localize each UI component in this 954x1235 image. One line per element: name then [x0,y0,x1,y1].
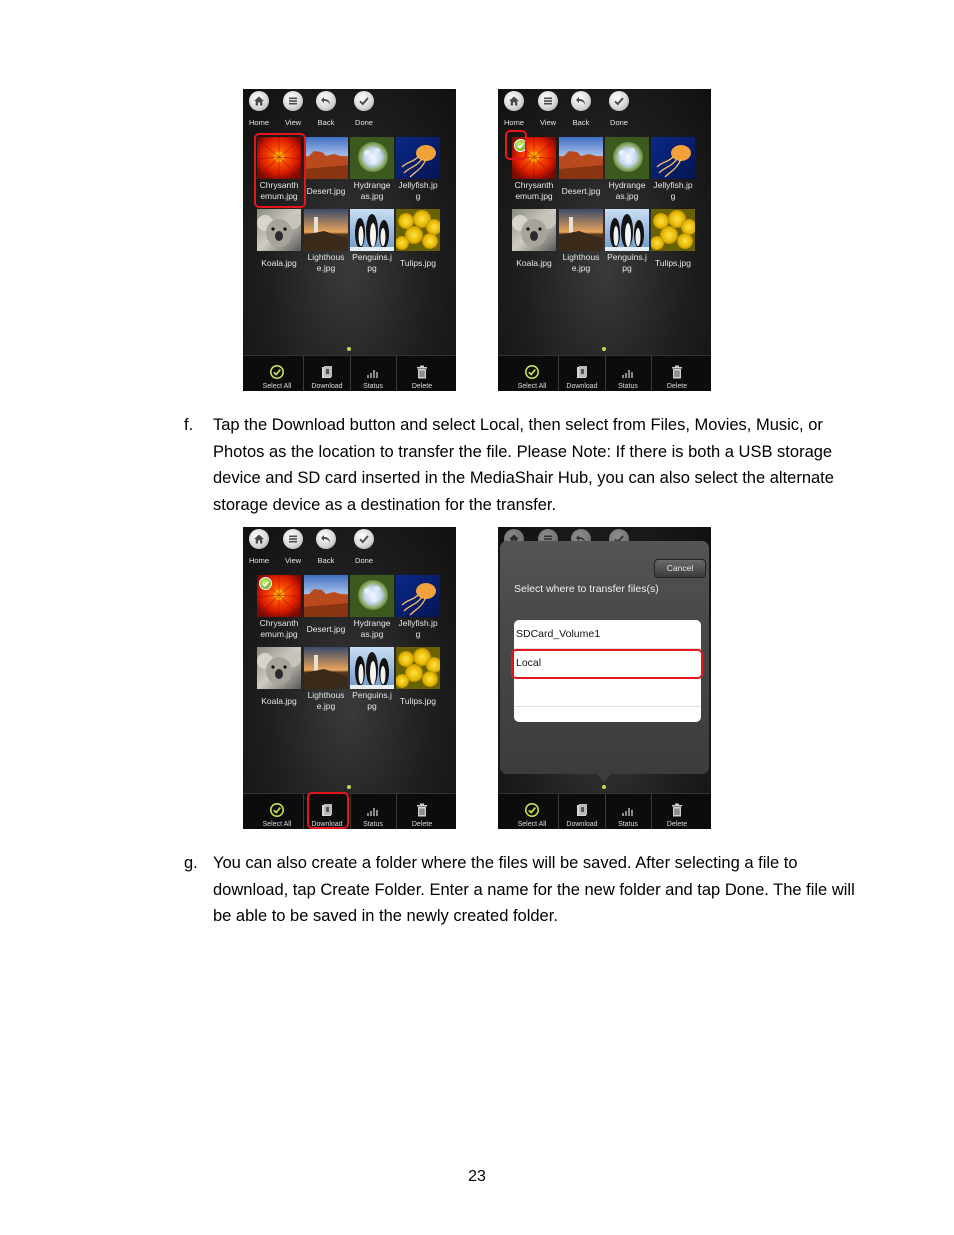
step-f-text: Tap the Download button and select Local, then select from Files, Movies, Music, or Photos as the location to transfer the file. Please Note: If there is both a USB storage device and SD card inserted in the MediaShair Hub, you can also select the alternate storage device as a destination for the transfer. [213,416,834,514]
status-icon [620,364,636,380]
file-item[interactable]: Tulips.jpg [395,647,441,713]
file-item[interactable]: Jellyfish.jp g [395,575,441,641]
bottom-bar [498,355,711,391]
highlight-box [505,130,527,160]
highlight-box [511,649,703,679]
file-thumbnail [304,575,348,617]
list-view-icon [287,533,299,545]
file-item[interactable]: Jellyfish.jp g [395,137,441,203]
status-icon [620,802,636,818]
page-indicator-dot [347,347,351,351]
back-button[interactable]: Back [311,529,341,565]
file-item[interactable]: Chrysanth emum.jpg [511,137,557,203]
checkmark-icon [358,533,370,545]
select-all-icon [524,364,540,380]
select-all-button[interactable]: Select All [508,794,556,829]
file-item[interactable]: Lighthous e.jpg [558,209,604,275]
view-button[interactable]: View [278,91,308,127]
file-thumbnail [396,209,440,251]
app-toolbar [498,89,711,137]
home-icon [253,95,265,107]
app-toolbar [243,527,456,575]
done-button[interactable]: Done [604,91,634,127]
view-button[interactable]: View [278,529,308,565]
file-item[interactable]: Koala.jpg [256,647,302,713]
separator [303,794,304,829]
separator [651,794,652,829]
file-thumbnail [304,209,348,251]
file-item[interactable]: Tulips.jpg [395,209,441,275]
file-item[interactable]: Penguins.j pg [349,209,395,275]
file-item[interactable]: Lighthous e.jpg [303,209,349,275]
checkmark-icon [613,95,625,107]
back-arrow-icon [320,533,332,545]
back-button[interactable]: Back [566,91,596,127]
status-button[interactable]: Status [351,794,395,829]
bottom-bar [243,355,456,391]
file-thumbnail [304,647,348,689]
download-button[interactable]: Download [560,356,604,391]
done-button[interactable]: Done [349,529,379,565]
download-icon [319,364,335,380]
home-button[interactable]: Home [244,91,274,127]
file-item[interactable]: Desert.jpg [558,137,604,203]
step-g-text: You can also create a folder where the files will be saved. After selecting a file to download, tap Create Folder. Enter a name for the new folder and tap Done. The file will be able to be saved in the newly created folder. [213,854,855,925]
empty-option [514,707,701,722]
file-item[interactable]: Chrysanth emum.jpg [256,137,302,203]
screenshot-2 [498,89,711,391]
file-thumbnail [559,209,603,251]
home-button[interactable]: Home [499,91,529,127]
select-all-button[interactable]: Select All [508,356,556,391]
done-button[interactable]: Done [349,91,379,127]
file-item[interactable]: Hydrange as.jpg [604,137,650,203]
home-icon [253,533,265,545]
dialog-title: Select where to transfer files(s) [514,583,659,595]
separator [651,356,652,391]
separator [396,794,397,829]
file-thumbnail [350,575,394,617]
delete-button[interactable]: Delete [655,356,699,391]
back-arrow-icon [320,95,332,107]
select-all-icon [269,802,285,818]
file-thumbnail [396,575,440,617]
file-thumbnail [512,209,556,251]
page-number: 23 [468,1168,486,1185]
file-thumbnail [350,137,394,179]
back-arrow-icon [575,95,587,107]
screenshot-4 [498,527,711,829]
file-thumbnail [350,647,394,689]
separator [558,794,559,829]
status-button[interactable]: Status [606,356,650,391]
status-button[interactable]: Status [351,356,395,391]
bottom-bar [243,793,456,829]
delete-button[interactable]: Delete [400,794,444,829]
file-thumbnail [257,647,301,689]
trash-icon [669,364,685,380]
separator [396,356,397,391]
download-icon [574,364,590,380]
status-button[interactable]: Status [606,794,650,829]
step-g-marker: g. [184,854,198,872]
status-icon [365,364,381,380]
file-item[interactable]: Desert.jpg [303,137,349,203]
file-thumbnail [396,137,440,179]
destination-option[interactable]: Local [514,649,701,678]
select-all-icon [269,364,285,380]
file-thumbnail [350,209,394,251]
file-thumbnail [396,647,440,689]
file-thumbnail [257,209,301,251]
separator [558,356,559,391]
step-f-marker: f. [184,416,194,434]
transfer-destination-dialog [500,541,709,774]
view-button[interactable]: View [533,91,563,127]
file-item[interactable]: Koala.jpg [511,209,557,275]
cancel-button[interactable]: Cancel [654,559,706,578]
status-icon [365,802,381,818]
file-item[interactable]: Penguins.j pg [604,209,650,275]
screenshot-1 [243,89,456,391]
file-thumbnail [651,209,695,251]
download-button[interactable]: Download [560,794,604,829]
delete-button[interactable]: Delete [400,356,444,391]
destination-option[interactable]: SDCard_Volume1 [514,620,701,649]
page-indicator-dot [602,785,606,789]
file-item[interactable]: Hydrange as.jpg [349,137,395,203]
page-indicator-dot [347,785,351,789]
selected-check-icon [259,577,272,590]
download-button[interactable]: Download [305,356,349,391]
checkmark-icon [358,95,370,107]
file-item[interactable]: Lighthous e.jpg [303,647,349,713]
file-item[interactable]: Jellyfish.jp g [650,137,696,203]
file-thumbnail [304,137,348,179]
download-button[interactable]: Download [305,794,349,829]
file-thumbnail [559,137,603,179]
empty-option [514,678,701,707]
file-item[interactable]: Desert.jpg [303,575,349,641]
trash-icon [414,802,430,818]
file-thumbnail [605,137,649,179]
file-item[interactable]: Koala.jpg [256,209,302,275]
select-all-button[interactable]: Select All [253,794,301,829]
bottom-bar [498,793,711,829]
home-icon [508,95,520,107]
file-item[interactable]: Tulips.jpg [650,209,696,275]
trash-icon [414,364,430,380]
download-icon [574,802,590,818]
file-item[interactable]: Hydrange as.jpg [349,575,395,641]
file-item[interactable]: Chrysanth emum.jpg [256,575,302,641]
separator [303,356,304,391]
page-indicator-dot [602,347,606,351]
select-all-icon [524,802,540,818]
trash-icon [669,802,685,818]
select-all-button[interactable]: Select All [253,356,301,391]
home-button[interactable]: Home [244,529,274,565]
back-button[interactable]: Back [311,91,341,127]
highlight-box [254,133,306,208]
dialog-pointer [594,770,614,782]
file-item[interactable]: Penguins.j pg [349,647,395,713]
app-toolbar [243,89,456,137]
file-thumbnail [605,209,649,251]
highlight-box [307,792,349,829]
file-thumbnail [651,137,695,179]
list-view-icon [542,95,554,107]
list-view-icon [287,95,299,107]
delete-button[interactable]: Delete [655,794,699,829]
screenshot-3 [243,527,456,829]
